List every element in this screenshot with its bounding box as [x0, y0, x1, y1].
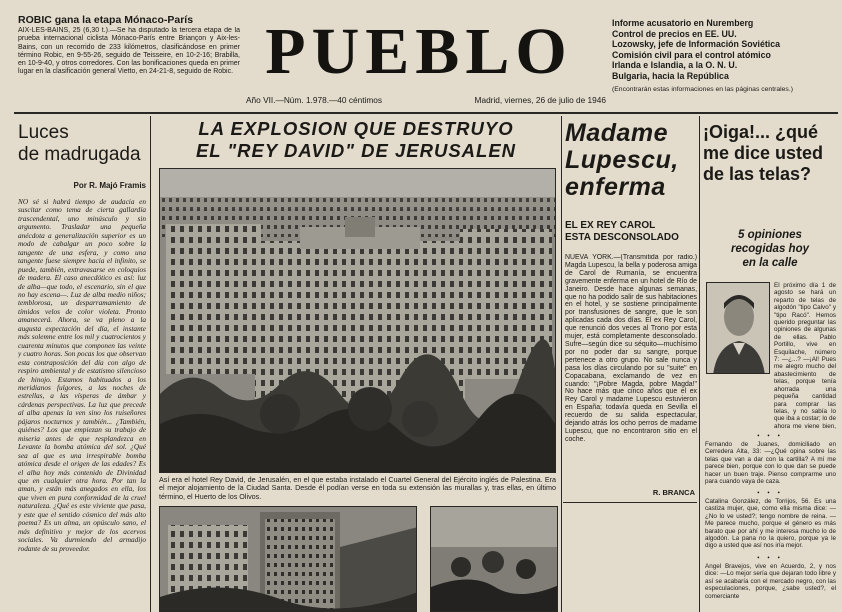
column-rule	[561, 116, 562, 612]
front-index	[612, 18, 834, 110]
lupescu-subhead: EL EX REY CAROL ESTA DESCONSOLADO	[565, 220, 679, 243]
hotel-illustration	[160, 169, 556, 473]
lupescu-title: Madame Lupescu, enferma	[565, 120, 679, 201]
oiga-subhead: 5 opiniones recogidas hoy en la calle	[731, 229, 809, 269]
edition-number: Año VII.—Núm. 1.978.—40 céntimos	[246, 95, 383, 105]
separator: • • •	[757, 489, 783, 497]
robic-headline: ROBIC gana la etapa Mónaco-París	[18, 14, 194, 26]
edition-date: Madrid, viernes, 26 de julio de 1946	[474, 95, 606, 105]
oiga-intro: El próximo día 1 de agosto se hará un reparto de telas de algodón "tipo Calvo" y "tipo Racó". Hemos querido preguntar las opiniones de algunas de ellas. Pablo Portillo, vive en Esquilache, número 7: —¿...? —¡Al! Pues me alegro mucho del abastecimiento de telas, porque tenía ahorrada una pequeña cantidad para comprar las telas, y no sabía lo que iba a costar; lo de ahora me viene bien,	[774, 282, 836, 430]
column-rule	[150, 116, 151, 612]
index-item[interactable]: Irlanda e Islandia, a la O. N. U.	[612, 60, 738, 71]
main-headline: LA EXPLOSION QUE DESTRUYO EL "REY DAVID" DE JERUSALEN	[195, 118, 517, 161]
portrait-photo	[706, 282, 770, 374]
portrait-illustration	[707, 283, 770, 374]
luces-body: NO sé si habrá tiempo de audacia en suscitar como tema de cierta gallardía trascendental, uno minúsculo y sin argumento. Trasladar una pequeña anécdota a generalización superior es un modo de cabalgar un poco sobre la tangente de una esfera, y como una tangente fuese siempre hacia el infinito, se puede, también, extravasarse en coloquios de madera. El caso anecdótico es así: luz de alba—que todo, el escenario, sin el que no hay escena—. Luz de alba medio niños; temblorosa, un desparramamiento de tímidos velos de color violeta. Pronto amanecerá. Ahora, se va pleno a la augusta expectación del día, el instante más solemne entre los mil y cuatrocientos y cuarenta minutos que componen las veinte y cuatro horas. Son pocas los que observan esta contraposición del día con algo de respiro ambiental y de estatismo silencioso de hinojo. Estamos habituados a los meridianos fulgores, a las noches de estrellas, a las vísperas de ámbar y cárdenas perspectivas. La luz que precede al alba apenas la ven sino los ruiseñores pájaros nocturnos y también... ¿También, quiénes? Los que empiezan su trabajo de miseria antes de que resplandezca en Levante la bomba atómica del sol. ¿Qué sea al que es una irrespirable bomba atómica desde el origen de las edades? Es el alba hoy más contenido de Divinidad que en cualquier otra hora. Por tan la aman, y están más anegados en ella, los que viven en pura conformidad de la cruel naturaleza. ¿Qué es este viviente que pasa, y este que el sentido cósmico del más alto poema? Es un alma, un opúsculo sano, el más definitivo y mejor de los acervos sociales. Va durmiendo del armadijo rodante de su proveedor.	[18, 198, 146, 553]
index-item[interactable]: Informe acusatorio en Nuremberg	[612, 18, 754, 28]
crowd-photo	[430, 506, 558, 612]
oiga-entry-4: Angel Bravejos, vive en Acuerdo, 2, y nos dice: —Lo mejor sería que dejaran todo libre y así se acabaría con el mercado negro, con las especulaciones, porque, ¿sabe usted?, el comerciante	[705, 563, 836, 600]
hotel-caption: Así era el hotel Rey David, de Jerusalén, en el que estaba instalado el Cuartel General del Ejército inglés de Palestina. Era el mejor alojamiento de la Ciudad Santa. Desde él podían verse en toda su extensión las murallas y, tras ellas, en último término, el Huerto de los Olivos.	[159, 476, 556, 501]
luces-byline: Por R. Majó Framis	[73, 181, 146, 190]
ruins-photo	[159, 506, 417, 612]
masthead-title: PUEBLO	[265, 22, 573, 86]
oiga-entry-3: Catalina González, de Torrijos, 56. Es una castiza mujer, que, como ella misma dice: —¿No lo ve usted?; tengo nombre de reina. —Me parece mucho, porque el género es más barato que por ahí y me interesa mucho lo de algodón. La pana no la quiero, porque ya le digo a usted que así nos iría mejor.	[705, 498, 836, 550]
lupescu-signature: R. BRANCA	[652, 488, 695, 497]
crowd-illustration	[431, 507, 558, 612]
separator: • • •	[757, 554, 783, 562]
lupescu-end-rule	[563, 502, 697, 503]
index-item[interactable]: Bulgaria, hacia la República	[612, 70, 729, 81]
luces-title: Luces de madrugada	[18, 122, 141, 165]
index-item[interactable]: Lozowsky, jefe de Información Soviética	[612, 39, 780, 50]
index-item[interactable]: Control de precios en EE. UU.	[612, 28, 737, 39]
oiga-title: ¡Oiga!... ¿qué me dice usted de las telas?	[703, 122, 824, 184]
index-item[interactable]: Comisión civil para el control atómico	[612, 49, 771, 60]
lupescu-body: NUEVA YORK.—(Transmitida por radio.) Magda Lupescu, la bella y poderosa amiga de Carol de Rumanía, se encuentra gravemente enferma en un hotel de Río de Janeiro. Desde hace algunas semanas, que no ha podido salir de sus habitaciones en el hotel, y se sostiene principalmente por transfusiones de sangre, que le son aplicadas cada dos días. El ex Rey Carol, que renunció dos veces al Trono por esta mujer, está completamente desconsolado. Sufre—según dice su séquito—muchísimo por no poder dar su sangre, porque pertenece a otro grupo. No sale nunca y pasa los días circulando por su "suite" en Copacabana, exclamando de vez en cuando: "¡Pobre Magda, pobre Magda!" No hace más que cinco años que el ex Rey Carol y madame Lupescu estuvieron en España; todavía queda en Sevilla el recuerdo de su salida espectacular, dejando atrás los ocho perros de madame Lupescu, que no encontraron sitio en el coche.	[565, 254, 697, 443]
masthead-rule	[14, 112, 838, 114]
oiga-entry-2: Fernando de Juanes, domiciliado en Cerredera Alta, 33: —¿Qué opina sobre las telas que van a dar con la cartilla? A mí me parece bien, porque con lo que dan se puede hacer un buen traje. Pienso comprarme uno para cuando vaya de caza.	[705, 441, 836, 486]
column-rule	[699, 116, 700, 612]
separator: • • •	[757, 432, 783, 440]
robic-body: AIX-LES-BAINS, 25 (6,30 t.).—Se ha disputado la tercera etapa de la prueba internacional ciclista Mónaco-París entre Briançon y Aix-les-Bains, con un recorrido de 233 kilómetros, clasificándose en primer término Robic, en 9-55-26, seguido de Teisseire, en 10-2-16; Brabilla, en 10-9-40, y otros corredores. Con las bonificaciones queda en primer lugar en la clasificación general Vietto, en 24-21-8, seguido de Robic.	[18, 27, 240, 76]
hotel-photo	[159, 168, 556, 473]
ruins-illustration	[160, 507, 417, 612]
index-note: (Encontrarán estas informaciones en las páginas centrales.)	[612, 85, 793, 93]
